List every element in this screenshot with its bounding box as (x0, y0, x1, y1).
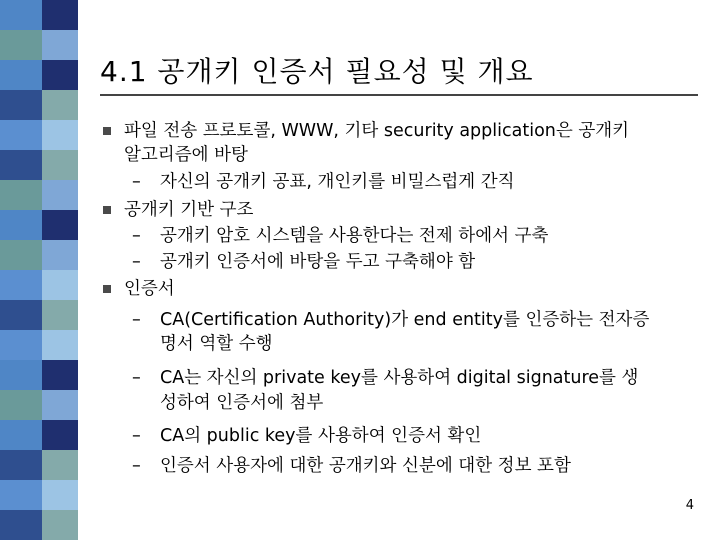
dash-marker: – (132, 426, 141, 446)
sub-bullet-text: 공개키 암호 시스템을 사용한다는 전제 하에서 구축 (160, 226, 549, 246)
stripe-tile (42, 420, 78, 450)
bullet-text: 인증서 (124, 279, 175, 299)
bullet-text: 알고리즘에 바탕 (124, 145, 248, 165)
decorative-stripe (0, 0, 78, 540)
stripe-tile (42, 450, 78, 480)
stripe-tile (42, 240, 78, 270)
stripe-tile (42, 90, 78, 120)
slide-title: 4.1 공개키 인증서 필요성 및 개요 (100, 55, 534, 88)
stripe-tile (42, 330, 78, 360)
bullet-square (103, 127, 111, 135)
stripe-tile (0, 120, 42, 150)
stripe-tile (42, 30, 78, 60)
bullet-text: 파일 전송 프로토콜, WWW, 기타 security application은 공개키 (124, 121, 630, 141)
sub-bullet-text: CA의 public key를 사용하여 인증서 확인 (160, 426, 482, 446)
stripe-tile (0, 270, 42, 300)
bullet-square (103, 206, 111, 214)
stripe-tile (0, 150, 42, 180)
stripe-tile (42, 510, 78, 540)
stripe-tile (0, 210, 42, 240)
stripe-tile (0, 480, 42, 510)
stripe-tile (0, 90, 42, 120)
stripe-tile (0, 240, 42, 270)
sub-bullet-text: CA는 자신의 private key를 사용하여 digital signature를 생 (160, 368, 639, 388)
stripe-tile (0, 360, 42, 390)
stripe-tile (42, 300, 78, 330)
dash-marker: – (132, 456, 141, 476)
sub-bullet-text: 명서 역할 수행 (160, 334, 273, 354)
dash-marker: – (132, 172, 141, 192)
dash-marker: – (132, 310, 141, 330)
page-number: 4 (685, 498, 694, 513)
stripe-tile (42, 180, 78, 210)
bullet-square (103, 285, 111, 293)
dash-marker: – (132, 368, 141, 388)
stripe-tile (0, 180, 42, 210)
dash-marker: – (132, 252, 141, 272)
stripe-tile (0, 60, 42, 90)
stripe-tile (42, 120, 78, 150)
dash-marker: – (132, 226, 141, 246)
stripe-tile (0, 420, 42, 450)
stripe-tile (0, 30, 42, 60)
stripe-tile (0, 450, 42, 480)
stripe-tile (42, 270, 78, 300)
stripe-tile (0, 390, 42, 420)
sub-bullet-text: 성하여 인증서에 첨부 (160, 393, 324, 413)
stripe-tile (0, 300, 42, 330)
sub-bullet-text: 공개키 인증서에 바탕을 두고 구축해야 함 (160, 252, 476, 272)
stripe-tile (42, 210, 78, 240)
stripe-tile (0, 330, 42, 360)
stripe-tile (42, 60, 78, 90)
stripe-tile (42, 390, 78, 420)
stripe-tile (42, 150, 78, 180)
sub-bullet-text: 인증서 사용자에 대한 공개키와 신분에 대한 정보 포함 (160, 456, 571, 476)
sub-bullet-text: 자신의 공개키 공표, 개인키를 비밀스럽게 간직 (160, 172, 515, 192)
stripe-tile (42, 0, 78, 30)
stripe-tile (0, 510, 42, 540)
title-underline (100, 94, 698, 96)
stripe-tile (42, 360, 78, 390)
sub-bullet-text: CA(Certification Authority)가 end entity를 인증하는 전자증 (160, 310, 650, 330)
stripe-tile (42, 480, 78, 510)
bullet-text: 공개키 기반 구조 (124, 200, 254, 220)
stripe-tile (0, 0, 42, 30)
